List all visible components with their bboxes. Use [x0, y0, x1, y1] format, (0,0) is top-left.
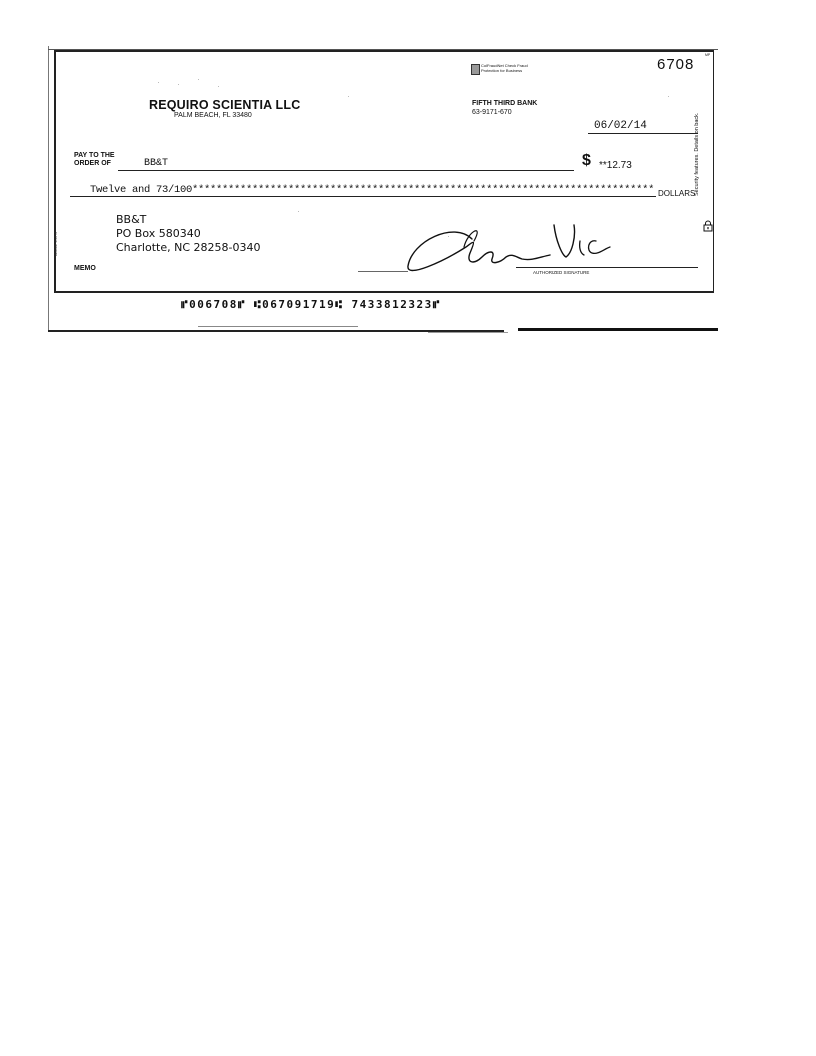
fraud-logo-line-2: Protection for Business — [481, 68, 523, 73]
company-address: PALM BEACH, FL 33480 — [174, 112, 252, 119]
payee-line — [118, 170, 574, 171]
micr-line: ⑈006708⑈ ⑆067091719⑆ 7433812323⑈ — [181, 298, 441, 311]
check-border — [54, 50, 714, 293]
scan-artifact — [198, 326, 358, 327]
authorized-signature-label: AUTHORIZED SIGNATURE — [533, 270, 590, 275]
amount-words-line — [70, 196, 656, 197]
dollars-label: DOLLARS — [658, 189, 696, 198]
check-image — [48, 46, 721, 332]
scan-artifact — [428, 332, 508, 333]
scan-speck — [178, 84, 179, 85]
pay-to-label-2: ORDER OF — [74, 160, 111, 167]
scan-edge-bottom-right — [518, 328, 718, 331]
scan-speck — [158, 82, 159, 83]
scan-speck — [348, 96, 349, 97]
fraud-logo-line-1: ColFraudNet Check Fraud — [481, 63, 528, 68]
scan-speck — [198, 79, 199, 80]
left-margin-text: ADOBE 1/13 /4 — [54, 232, 58, 256]
company-name: REQUIRO SCIENTIA LLC — [149, 98, 301, 112]
check-number: 6708 — [657, 56, 695, 73]
scan-speck — [448, 236, 449, 237]
check-fraud-logo — [471, 63, 529, 75]
payee-address-line-3: Charlotte, NC 28258-0340 — [116, 241, 261, 254]
amount-numeric: **12.73 — [599, 160, 632, 171]
routing-fraction: 63-9171-670 — [472, 109, 512, 116]
bank-name: FIFTH THIRD BANK — [472, 100, 538, 107]
signature-line — [516, 267, 698, 268]
amount-in-words: Twelve and 73/100***************************************************************************** — [90, 184, 655, 196]
lock-icon — [703, 220, 713, 232]
scan-speck — [218, 86, 219, 87]
dollar-sign: $ — [582, 152, 591, 169]
memo-label: MEMO — [74, 265, 96, 272]
payee-name: BB&T — [144, 158, 169, 169]
scan-speck — [298, 211, 299, 212]
shield-icon — [471, 64, 480, 75]
security-features-text: Security features. Details on back. — [694, 112, 700, 196]
memo-line — [358, 271, 408, 272]
payee-address-line-1: BB&T — [116, 213, 147, 226]
check-date: 06/02/14 — [594, 120, 647, 132]
pay-to-label-1: PAY TO THE — [74, 152, 115, 159]
payee-address-line-2: PO Box 580340 — [116, 227, 201, 240]
corner-mark: MP — [705, 53, 711, 57]
scan-edge-left — [48, 46, 49, 330]
scan-speck — [668, 96, 669, 97]
date-line — [588, 133, 698, 134]
